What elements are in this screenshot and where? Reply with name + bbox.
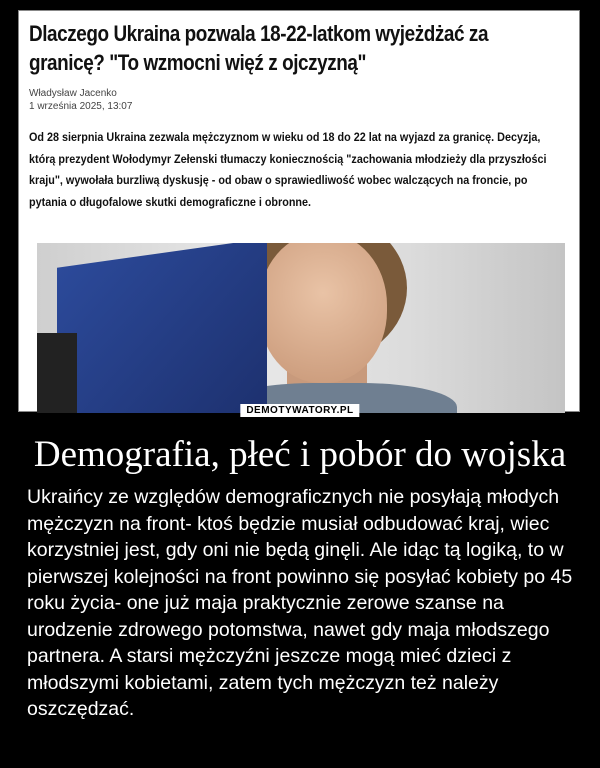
- demotivator-title: Demografia, płeć i pobór do wojska: [33, 434, 567, 475]
- article-photo: [37, 243, 565, 413]
- photo-face: [259, 243, 387, 383]
- photo-hand: [37, 333, 77, 413]
- article-headline: Dlaczego Ukraina pozwala 18-22-latkom wyjeżdżać za granicę? "To wzmocni więź z ojczyzną": [29, 21, 489, 75]
- article-lead: Od 28 sierpnia Ukraina zezwala mężczyznom w wieku od 18 do 22 lat na wyjazd za granicę. Decyzja, którą prezydent Wołodymyr Zełenski tłumaczy koniecznością "zachowania młodzieży dla przyszłości kraju", wywołała burzliwą dyskusję - od obaw o sprawiedliwość wobec walczących na froncie, po pytania o długofalowe skutki demograficzne i obronne.: [29, 130, 547, 209]
- passport-image: [57, 243, 267, 413]
- article-date: 1 września 2025, 13:07: [29, 101, 133, 112]
- article-screenshot: [29, 19, 569, 213]
- demotivator-body: Ukraińcy ze względów demograficznych nie posyłają młodych mężczyzn na front- ktoś będzie musiał odbudować kraj, wiec korzystniej jest, gdy oni nie będą ginęli. Ale idąc tą logiką, to w pierwszej kolejności na front powinno się posyłać kobiety po 45 roku życia- one już maja praktycznie zerowe szanse na urodzenie zdrowego potomstwa, nawet gdy maja młodszego partnera. A starsi mężczyźni jeszcze mogą mieć dzieci z młodszymi kobietami, zatem tych mężczyzn też należy oszczędzać.: [27, 486, 573, 720]
- watermark: DEMOTYWATORY.PL: [240, 404, 359, 417]
- image-frame: [18, 10, 580, 412]
- article-author: Władysław Jacenko: [29, 88, 117, 99]
